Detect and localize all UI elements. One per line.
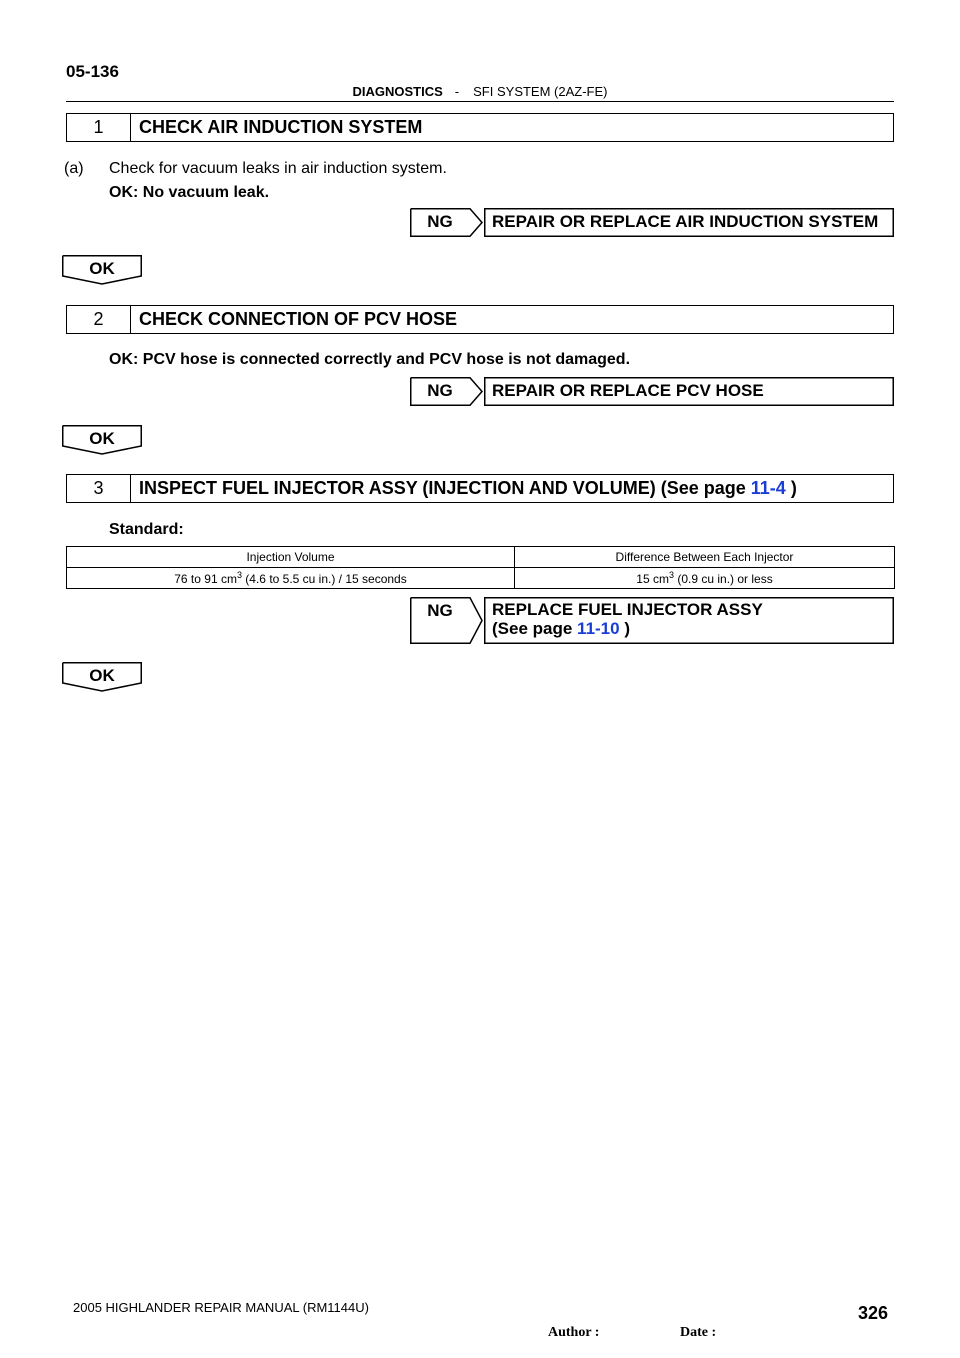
ng-action: REPAIR OR REPLACE PCV HOSE (492, 381, 764, 400)
step-number: 1 (67, 114, 131, 141)
table-row (67, 568, 895, 589)
page-number: 05-136 (66, 62, 119, 81)
footer-manual-title: 2005 HIGHLANDER REPAIR MANUAL (RM1144U) (73, 1300, 369, 1315)
table-header-cell: Difference Between Each Injector (515, 547, 895, 568)
step-3-header (66, 474, 894, 503)
step-2-header (66, 305, 894, 334)
step-1-ok-condition: OK: No vacuum leak. (109, 184, 270, 201)
ng-label: NG (427, 381, 453, 400)
step-2-ng-branch (410, 377, 894, 406)
subsection-name: SFI SYSTEM (2AZ-FE) (473, 84, 608, 99)
ok-label: OK (89, 666, 115, 685)
ng-action-text: (See page (492, 619, 578, 638)
standard-label: Standard: (109, 521, 184, 538)
ng-action (492, 600, 763, 638)
step-title: CHECK AIR INDUCTION SYSTEM (139, 117, 423, 137)
table-cell (67, 568, 515, 589)
ng-label: NG (427, 601, 453, 620)
table-cell (515, 568, 895, 589)
ng-action: REPAIR OR REPLACE AIR INDUCTION SYSTEM (492, 212, 879, 231)
ng-action-line2 (492, 619, 763, 638)
step-title-end: ) (785, 478, 797, 498)
step-2-ok-condition: OK: PCV hose is connected correctly and PCV hose is not damaged. (109, 351, 631, 368)
step-3-ng-branch (410, 597, 894, 644)
cell-text: (4.6 to 5.5 cu in.) / 15 seconds (241, 572, 407, 586)
step-1-header (66, 113, 894, 142)
header-dash: - (454, 84, 460, 99)
step-1-item-text: Check for vacuum leaks in air induction system. (109, 160, 447, 177)
section-name: DIAGNOSTICS (352, 84, 443, 99)
step-2-ok-branch (62, 425, 142, 455)
step-1-item-prefix: (a) (64, 160, 84, 177)
page-link-11-10[interactable]: 11-10 (577, 619, 620, 638)
table-header-row (67, 547, 895, 568)
step-1-ng-branch (410, 208, 894, 237)
footer-author-label: Author : (548, 1325, 600, 1340)
step-1-ok-branch (62, 255, 142, 285)
header-title (66, 84, 894, 99)
cell-text: 76 to 91 cm (174, 572, 237, 586)
cell-sup: 3 (668, 570, 674, 580)
footer-page-number: 326 (858, 1303, 889, 1323)
ok-label: OK (89, 259, 115, 278)
step-number: 2 (67, 306, 131, 333)
step-title (131, 475, 797, 502)
header-rule (66, 101, 894, 102)
step-number: 3 (67, 475, 131, 502)
cell-sup: 3 (236, 570, 242, 580)
page-link-11-4[interactable]: 11-4 (750, 478, 786, 498)
ng-label: NG (427, 212, 453, 231)
ng-action-line1: REPLACE FUEL INJECTOR ASSY (492, 600, 763, 619)
ng-action-text-end: ) (619, 619, 630, 638)
spec-table (66, 546, 895, 589)
step-3-ok-branch (62, 662, 142, 692)
cell-text: 15 cm (636, 572, 669, 586)
step-title: CHECK CONNECTION OF PCV HOSE (139, 309, 458, 329)
table-header-cell: Injection Volume (67, 547, 515, 568)
ok-label: OK (89, 429, 115, 448)
step-title-text: INSPECT FUEL INJECTOR ASSY (INJECTION AND VOLUME) (See page (139, 478, 751, 498)
footer-date-label: Date : (680, 1325, 717, 1340)
cell-text: (0.9 cu in.) or less (674, 572, 773, 586)
